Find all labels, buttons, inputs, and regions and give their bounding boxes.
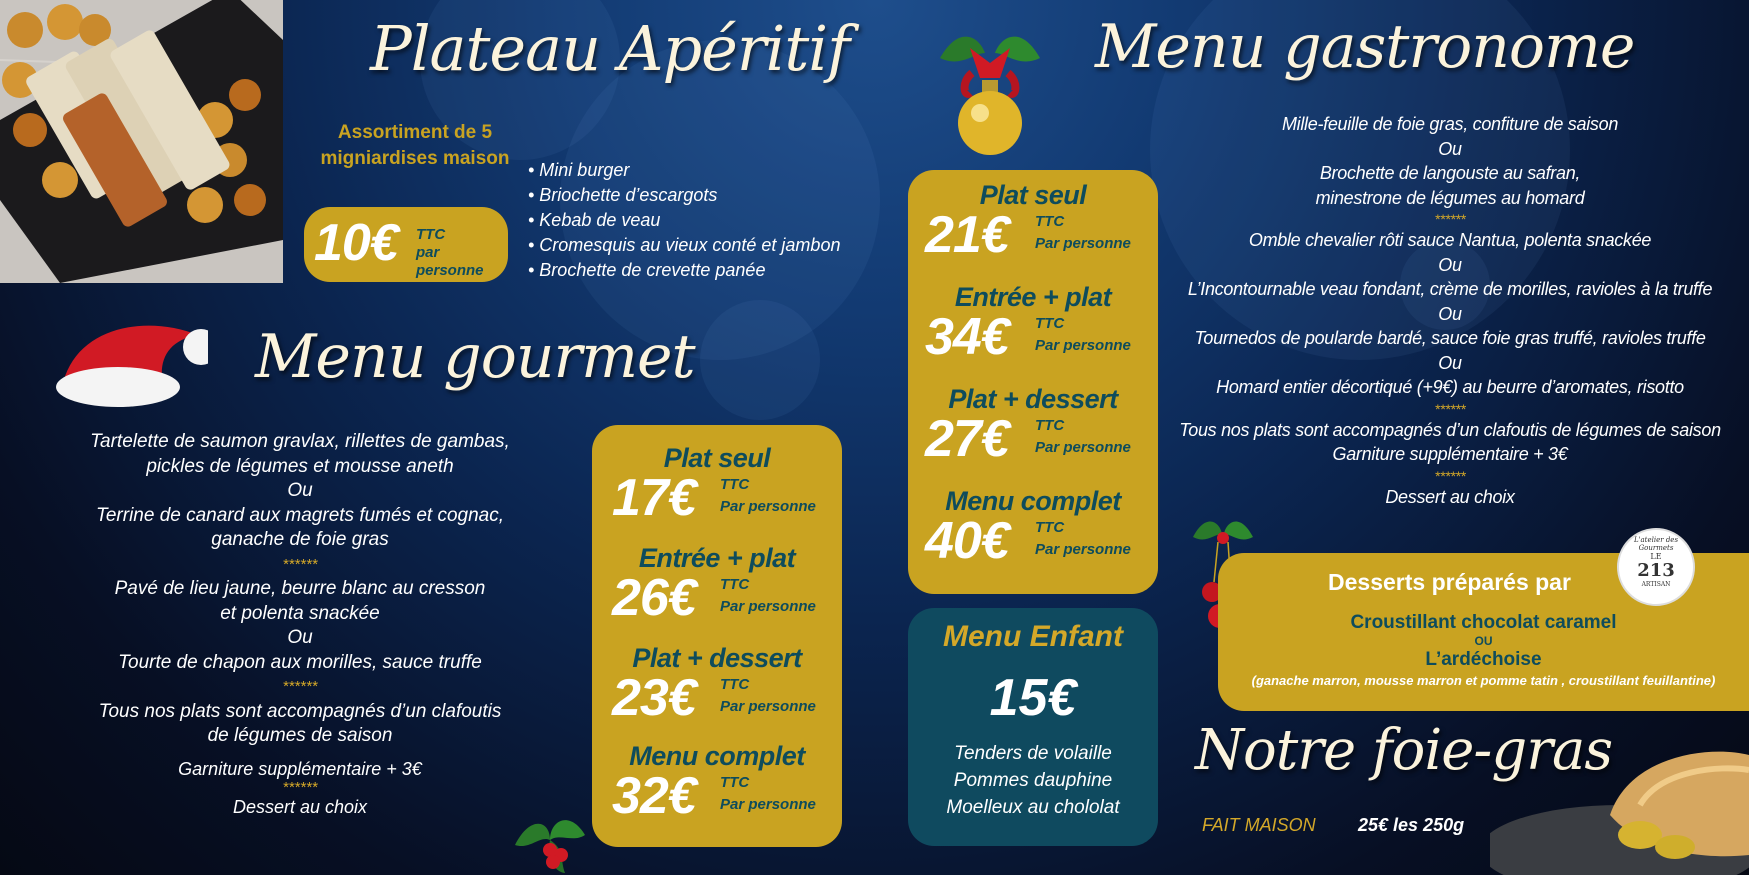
foiegras-label: FAIT MAISON xyxy=(1202,815,1316,835)
menu-line: Garniture supplémentaire + 3€ xyxy=(1332,444,1568,464)
price-option xyxy=(908,180,1158,267)
price-ttc: TTC xyxy=(720,774,750,791)
menu-line: Ou xyxy=(1438,138,1462,159)
price-option xyxy=(592,543,842,630)
list-item: Tenders de volaille xyxy=(954,743,1112,764)
price-value: 23€ xyxy=(612,669,696,727)
price-option-label: Menu complet xyxy=(945,486,1121,516)
list-item: • Cromesquis au vieux conté et jambon xyxy=(528,235,841,255)
price-value: 34€ xyxy=(925,308,1009,366)
plateau-per-person: par personne xyxy=(416,244,484,279)
menu-line: Mille-feuille de foie gras, confiture de saison xyxy=(1281,114,1619,134)
price-value: 27€ xyxy=(925,410,1009,468)
plateau-subtitle-line1: Assortiment de 5 xyxy=(337,122,493,143)
gastronome-title: Menu gastronome xyxy=(1095,12,1635,82)
price-option xyxy=(908,282,1158,369)
plateau-subtitle xyxy=(300,120,530,172)
price-per-person: Par personne xyxy=(1035,337,1131,354)
menu-line: Tartelette de saumon gravlax, rillettes de gambas, xyxy=(90,431,510,452)
list-item: Moelleux au chololat xyxy=(946,797,1120,818)
menu-line: ganache de foie gras xyxy=(211,529,389,550)
enfant-box xyxy=(908,608,1158,846)
menu-line: Tournedos de poularde bardé, sauce foie gras truffé, ravioles truffe xyxy=(1194,328,1706,348)
holly-icon xyxy=(505,795,595,875)
price-option xyxy=(908,384,1158,471)
foiegras-price: 25€ les 250g xyxy=(1358,815,1465,835)
plateau-items xyxy=(528,158,840,283)
logo-text-top: L'atelier des Gourmets xyxy=(1633,536,1679,552)
price-option xyxy=(592,643,842,730)
desserts-title: Desserts préparés par xyxy=(1328,569,1571,595)
aperitif-platter-photo xyxy=(0,0,283,283)
price-ttc: TTC xyxy=(1035,417,1065,434)
foiegras-title: Notre foie-gras xyxy=(1195,718,1613,783)
logo-text-number: 213 xyxy=(1637,560,1675,581)
dessert-item: Croustillant chocolat caramel xyxy=(1350,612,1617,633)
dessert-or: OU xyxy=(1474,634,1493,648)
list-item: • Mini burger xyxy=(528,160,630,180)
enfant-items xyxy=(908,740,1158,821)
dessert-detail: (ganache marron, mousse marron et pomme tatin , croustillant feuillantine) xyxy=(1251,673,1716,688)
list-item: Pommes dauphine xyxy=(953,770,1113,791)
price-option-label: Plat + dessert xyxy=(632,643,802,673)
menu-line: L’Incontournable veau fondant, crème de morilles, ravioles à la truffe xyxy=(1187,279,1713,299)
price-option xyxy=(908,486,1158,573)
separator: ****** xyxy=(1434,400,1466,417)
menu-line: Omble chevalier rôti sauce Nantua, polenta snackée xyxy=(1248,230,1652,250)
gastronome-menu-lines xyxy=(1160,112,1740,509)
menu-line: pickles de légumes et mousse aneth xyxy=(146,455,454,477)
menu-line: de légumes de saison xyxy=(207,725,393,746)
dessert-item: L’ardéchoise xyxy=(1425,649,1542,670)
menu-line: Garniture supplémentaire + 3€ xyxy=(178,758,422,779)
price-value: 26€ xyxy=(612,569,696,627)
menu-line: Homard entier décortiqué (+9€) au beurre d’aromates, risotto xyxy=(1216,377,1684,397)
price-per-person: Par personne xyxy=(720,598,816,615)
menu-line: Brochette de langouste au safran, xyxy=(1319,163,1581,183)
price-ttc: TTC xyxy=(1035,315,1065,332)
gourmet-price-box xyxy=(592,425,842,847)
price-ttc: TTC xyxy=(720,476,750,493)
plateau-price: 10€ xyxy=(314,214,398,272)
menu-line: Ou xyxy=(1438,352,1462,373)
list-item: • Brochette de crevette panée xyxy=(528,260,766,280)
price-ttc: TTC xyxy=(720,576,750,593)
santa-hat-icon xyxy=(48,305,208,410)
gastronome-price-box xyxy=(908,170,1158,594)
menu-line: Dessert au choix xyxy=(232,797,368,817)
menu-line: Pavé de lieu jaune, beurre blanc au cresson xyxy=(114,578,486,599)
menu-line: Terrine de canard aux magrets fumés et cognac, xyxy=(95,504,505,526)
separator: ****** xyxy=(1434,211,1466,227)
price-per-person: Par personne xyxy=(720,698,816,715)
price-option-label: Plat seul xyxy=(663,443,771,473)
price-value: 21€ xyxy=(925,206,1009,264)
plateau-subtitle-line2: migniardises maison xyxy=(320,148,510,169)
artisan-logo xyxy=(1617,528,1695,606)
price-option-label: Plat seul xyxy=(979,180,1087,210)
list-item: • Kebab de veau xyxy=(528,210,661,230)
price-per-person: Par personne xyxy=(1035,541,1131,558)
price-ttc: TTC xyxy=(1035,519,1065,536)
separator: ****** xyxy=(1434,467,1466,484)
gourmet-title: Menu gourmet xyxy=(255,322,695,392)
menu-line: Ou xyxy=(1438,303,1462,324)
price-option xyxy=(592,443,842,530)
christmas-ornament-icon xyxy=(930,18,1050,158)
menu-line: Tourte de chapon aux morilles, sauce truffe xyxy=(118,651,482,673)
price-value: 32€ xyxy=(612,767,696,825)
price-per-person: Par personne xyxy=(1035,235,1131,252)
menu-line: Tous nos plats sont accompagnés d’un clafoutis de légumes de saison xyxy=(1179,419,1721,440)
menu-line: Ou xyxy=(1438,254,1462,275)
price-value: 40€ xyxy=(925,512,1009,570)
separator: ****** xyxy=(282,779,318,796)
foiegras-photo xyxy=(1490,735,1749,875)
price-ttc: TTC xyxy=(1035,213,1065,230)
menu-line: Dessert au choix xyxy=(1385,486,1515,507)
separator: ****** xyxy=(282,555,318,573)
price-option-label: Entrée + plat xyxy=(638,543,796,573)
list-item: • Briochette d’escargots xyxy=(528,185,718,205)
logo-text-artisan: ARTISAN xyxy=(1641,581,1671,588)
desserts-items xyxy=(1218,611,1749,690)
enfant-title: Menu Enfant xyxy=(943,620,1123,653)
price-value: 17€ xyxy=(612,469,696,527)
price-ttc: TTC xyxy=(720,676,750,693)
price-option-label: Plat + dessert xyxy=(948,384,1118,414)
menu-line: Ou xyxy=(287,627,313,648)
gourmet-menu-lines xyxy=(45,430,555,820)
menu-line: Tous nos plats sont accompagnés d’un clafoutis xyxy=(98,700,502,722)
plateau-ttc: TTC xyxy=(416,226,446,243)
menu-line: et polenta snackée xyxy=(220,602,380,624)
price-per-person: Par personne xyxy=(720,796,816,813)
menu-line: Ou xyxy=(287,480,313,501)
menu-line: minestrone de légumes au homard xyxy=(1315,187,1585,208)
price-option-label: Menu complet xyxy=(629,741,805,771)
price-per-person: Par personne xyxy=(1035,439,1131,456)
platter-illustration xyxy=(0,0,283,283)
logo-text-le: LE xyxy=(1650,552,1662,561)
price-per-person: Par personne xyxy=(720,498,816,515)
enfant-price: 15€ xyxy=(989,669,1077,727)
plateau-price-box xyxy=(304,207,508,282)
price-option-label: Entrée + plat xyxy=(954,282,1112,312)
separator: ****** xyxy=(282,678,318,695)
plateau-title: Plateau Apéritif xyxy=(370,12,850,85)
price-option xyxy=(592,741,842,828)
